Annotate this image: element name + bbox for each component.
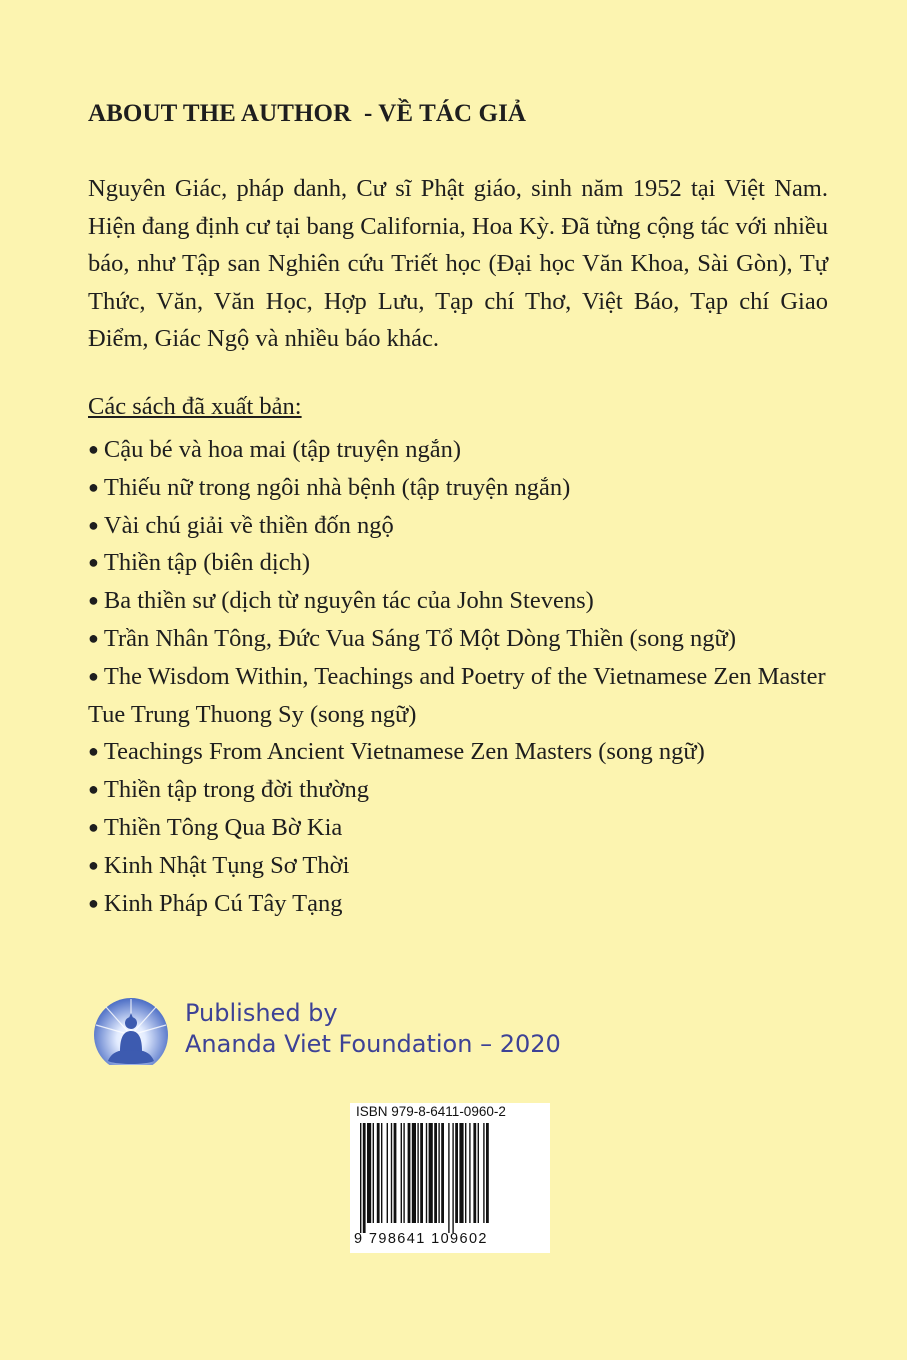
book-title: Thiền Tông Qua Bờ Kia <box>103 813 343 841</box>
bullet-icon: ● <box>88 816 99 837</box>
publisher-text <box>185 998 561 1060</box>
book-title: Ba thiền sư (dịch từ nguyên tác của John Stevens) <box>103 587 594 615</box>
barcode-bar <box>478 1123 479 1223</box>
list-item <box>88 544 828 582</box>
book-title: Kinh Pháp Cú Tây Tạng <box>103 889 343 917</box>
publisher-block <box>88 995 608 1075</box>
barcode-bar <box>469 1123 470 1223</box>
barcode-bar <box>408 1123 411 1223</box>
barcode-bar <box>367 1123 371 1223</box>
barcode-bar <box>452 1123 453 1233</box>
barcode-bar <box>417 1123 418 1223</box>
bullet-icon: ● <box>88 854 99 875</box>
barcode-bar <box>429 1123 433 1223</box>
meditating-buddha-icon <box>88 995 174 1073</box>
bullet-icon: ● <box>88 627 99 648</box>
book-title: The Wisdom Within, Teachings and Poetry of the Vietnamese Zen Master Tue Trung Thuong Sy (song ngữ) <box>88 662 826 728</box>
section-heading: ABOUT THE AUTHOR - VỀ TÁC GIẢ <box>88 100 527 127</box>
list-item <box>88 847 828 885</box>
list-item <box>88 771 828 809</box>
list-item <box>88 620 828 658</box>
list-item <box>88 885 828 923</box>
barcode-bar <box>426 1123 427 1223</box>
barcode-bar <box>377 1123 380 1223</box>
list-item <box>88 582 828 620</box>
barcode-bar <box>465 1123 466 1223</box>
barcode-bar <box>434 1123 437 1223</box>
barcode-bar <box>438 1123 439 1223</box>
barcode-bar <box>360 1123 361 1233</box>
barcode-bar <box>441 1123 444 1223</box>
list-item <box>88 507 828 545</box>
book-title: Thiếu nữ trong ngôi nhà bệnh (tập truyện ngắn) <box>103 473 571 501</box>
barcode-bar <box>483 1123 484 1223</box>
barcode-bar <box>381 1123 382 1223</box>
barcode-bar <box>455 1123 458 1223</box>
bullet-icon: ● <box>88 439 99 459</box>
author-bio: Nguyên Giác, pháp danh, Cư sĩ Phật giáo, sinh năm 1952 tại Việt Nam. Hiện đang định cư tại bang California, Hoa Kỳ. Đã từng cộng tác với nhiều báo, như Tập san Nghiên cứu Triết học (Đại học Văn Khoa, Sài Gòn), Tự Thức, Văn, Văn Học, Hợp Lưu, Tạp chí Thơ, Việt Báo, Tạp chí Giao Điểm, Giác Ngộ và nhiều báo khác. <box>88 175 828 352</box>
bullet-icon: ● <box>88 892 99 913</box>
barcode-bar <box>363 1123 366 1233</box>
published-by-label: Published by <box>185 999 338 1027</box>
book-list <box>88 431 828 922</box>
book-title: Thiền tập (biên dịch) <box>103 549 311 577</box>
books-title: Các sách đã xuất bản: <box>88 393 302 420</box>
isbn-label: ISBN 979-8-6411-0960-2 <box>356 1104 506 1119</box>
barcode-bar <box>401 1123 402 1223</box>
publisher-name: Ananda Viet Foundation – 2020 <box>185 1030 561 1058</box>
list-item <box>88 469 828 507</box>
book-title: Thiền tập trong đời thường <box>103 776 369 804</box>
barcode-bar <box>403 1123 404 1223</box>
list-item <box>88 733 828 771</box>
bullet-icon: ● <box>88 779 99 800</box>
bullet-icon: ● <box>88 476 99 497</box>
barcode-bar <box>391 1123 392 1223</box>
barcode-bar <box>486 1123 489 1223</box>
barcode-bar <box>420 1123 423 1223</box>
bullet-icon: ● <box>88 741 99 762</box>
barcode-bar <box>394 1123 397 1223</box>
isbn-barcode <box>350 1103 550 1253</box>
list-item <box>88 658 828 734</box>
book-title: Kinh Nhật Tụng Sơ Thời <box>103 851 350 879</box>
barcode-bar <box>373 1123 374 1223</box>
barcode-bar <box>387 1123 388 1223</box>
bullet-icon: ● <box>88 590 99 611</box>
list-item <box>88 809 828 847</box>
bullet-icon: ● <box>88 552 99 573</box>
book-title: Vài chú giải về thiền đốn ngộ <box>103 511 394 539</box>
barcode-bar <box>459 1123 463 1223</box>
book-title: Cậu bé và hoa mai (tập truyện ngắn) <box>103 436 462 463</box>
bullet-icon: ● <box>88 514 99 535</box>
book-title: Trần Nhân Tông, Đức Vua Sáng Tổ Một Dòng Thiền (song ngữ) <box>103 624 736 652</box>
book-title: Teachings From Ancient Vietnamese Zen Masters (song ngữ) <box>103 738 705 766</box>
list-item <box>88 431 828 469</box>
barcode-digits: 9 798641 109602 <box>354 1231 488 1247</box>
barcode-bar <box>412 1123 416 1223</box>
barcode-bar <box>473 1123 476 1223</box>
bullet-icon: ● <box>88 665 99 686</box>
barcode-bars <box>354 1123 546 1233</box>
barcode-bar <box>448 1123 449 1233</box>
